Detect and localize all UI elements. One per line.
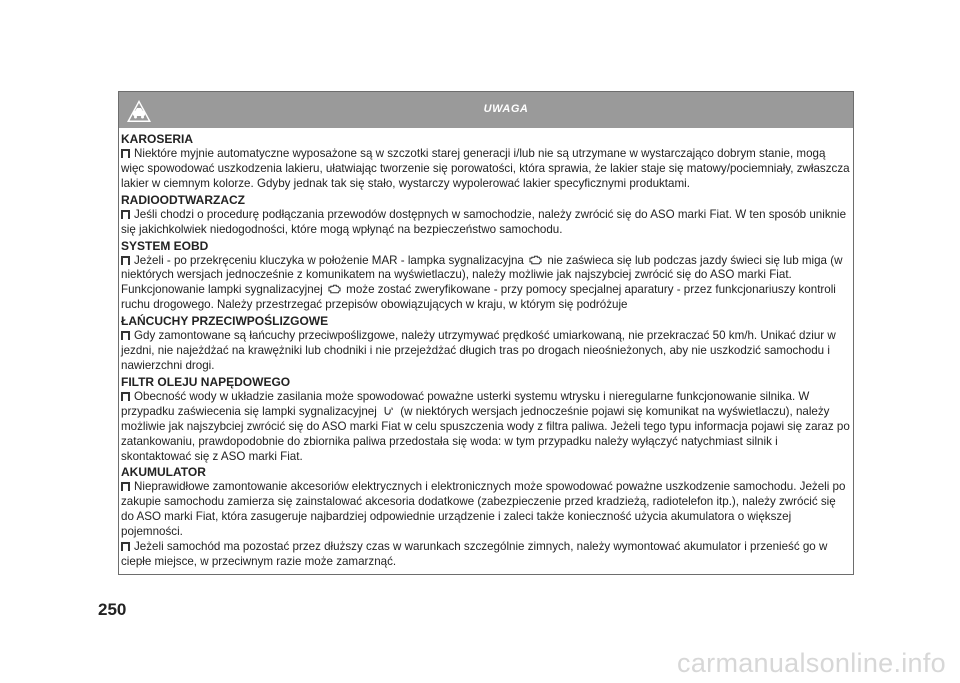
paragraph-eobd-1: Jeżeli - po przekręceniu kluczyka w położenie MAR - lampka sygnalizacyjna nie zaświeca się lub podczas jazdy świeci się lub miga (w niektórych wersjach jednocześnie z komunikatem na wyświetlaczu), należy możliwie jak najszybciej zwrócić się do ASO marki Fiat. <box>121 253 843 282</box>
bullet-icon <box>121 210 130 219</box>
bullet-icon <box>121 542 130 551</box>
engine-check-icon <box>328 284 341 294</box>
warning-title: UWAGA <box>483 103 529 115</box>
engine-check-icon <box>529 255 542 265</box>
section-title-radio: RADIOODTWARZACZ <box>121 192 245 207</box>
paragraph-radio: Jeśli chodzi o procedurę podłączania przewodów dostępnych w samochodzie, należy zwrócić się do ASO marki Fiat. W ten sposób uniknie się jakichkolwiek niedogodności, które mogą wpłynąć na bezpieczeństwo samochodu. <box>121 207 847 236</box>
bullet-icon <box>121 482 130 491</box>
paragraph-karoseria: Niektóre myjnie automatyczne wyposażone są w szczotki starej generacji i/lub nie są utrzymane w wystarczająco dobrym stanie, mogą więc spowodować uszkodzenia lakieru, ułatwiając tworzenie się porowatości, która sprawia, że lakier staje się matowy/pociemniały, zwłaszcza lakier w ciemnym kolorze. Gdyby jednak tak się stało, wystarczy wypolerować lakier specyficznymi produktami. <box>121 147 850 190</box>
paragraph-eobd-2: Funkcjonowanie lampki sygnalizacyjnej może zostać zweryfikowane - przy pomocy specjalnej aparatury - przez funkcjonariuszy kontroli ruchu drogowego. Należy przestrzegać przepisów obowiązujących w kraju, w którym się podróżuje <box>121 283 836 312</box>
paragraph-lancuchy: Gdy zamontowane są łańcuchy przeciwpoślizgowe, należy utrzymywać prędkość umiarkowaną, nie przekraczać 50 km/h. Unikać dziur w jezdni, nie najeżdżać na krawężniki lub chodniki i nie przejeżdżać długich tras po drogach nieośnieżonych, aby nie uszkodzić samochodu i nawierzchni drogi. <box>121 329 836 372</box>
paragraph-akumulator-2: Jeżeli samochód ma pozostać przez dłuższy czas w warunkach szczególnie zimnych, należy wymontować akumulator i przenieść go w ciepłe miejsce, w przeciwnym razie może zamarznąć. <box>121 540 828 568</box>
section-title-eobd: SYSTEM EOBD <box>121 238 209 253</box>
page-number: 250 <box>98 600 127 619</box>
water-in-fuel-icon <box>382 406 395 416</box>
paragraph-filtr: Obecność wody w układzie zasilania może spowodować poważne usterki systemu wtrysku i nieregularne funkcjonowanie silnika. W przypadku zaświecenia się lampki sygnalizacyjnej (w niektórych wersjach jednocześnie pojawi się komunikat na wyświetlaczu), należy możliwie jak najszybciej zwrócić się do ASO marki Fiat w celu spuszczenia wody z filtra paliwa. Jeżeli tego typu informacja pojawi się zaraz po zatankowaniu, prawdopodobnie do zbiornika paliwa przedostała się woda: w tym przypadku należy wyłączyć natychmiast silnik i skontaktować się z ASO marki Fiat. <box>121 389 850 463</box>
bullet-icon <box>121 331 130 340</box>
section-title-lancuchy: ŁAŃCUCHY PRZECIWPOŚLIZGOWE <box>121 314 329 329</box>
watermark-text: carmanualsonline.info <box>677 648 946 678</box>
warning-box <box>118 91 854 575</box>
bullet-icon <box>121 149 130 158</box>
section-title-akumulator: AKUMULATOR <box>121 465 206 480</box>
warning-header <box>119 92 853 128</box>
bullet-icon <box>121 256 130 265</box>
section-title-karoseria: KAROSERIA <box>121 132 194 146</box>
warning-content <box>119 128 853 574</box>
paragraph-akumulator-1: Nieprawidłowe zamontowanie akcesoriów elektrycznych i elektronicznych może spowodować poważne uszkodzenie samochodu. Jeżeli po zakupie samochodu zamierza się zainstalować akcesoria dodatkowe (zabezpieczenie przed kradzieżą, radiotelefon itp.), należy zwrócić się do ASO marki Fiat, która zasugeruje najbardziej odpowiednie urządzenie i zaleci także konieczność użycia akumulatora o większej pojemności. <box>121 480 846 539</box>
bullet-icon <box>121 392 130 401</box>
section-title-filtr: FILTR OLEJU NAPĘDOWEGO <box>121 374 291 389</box>
